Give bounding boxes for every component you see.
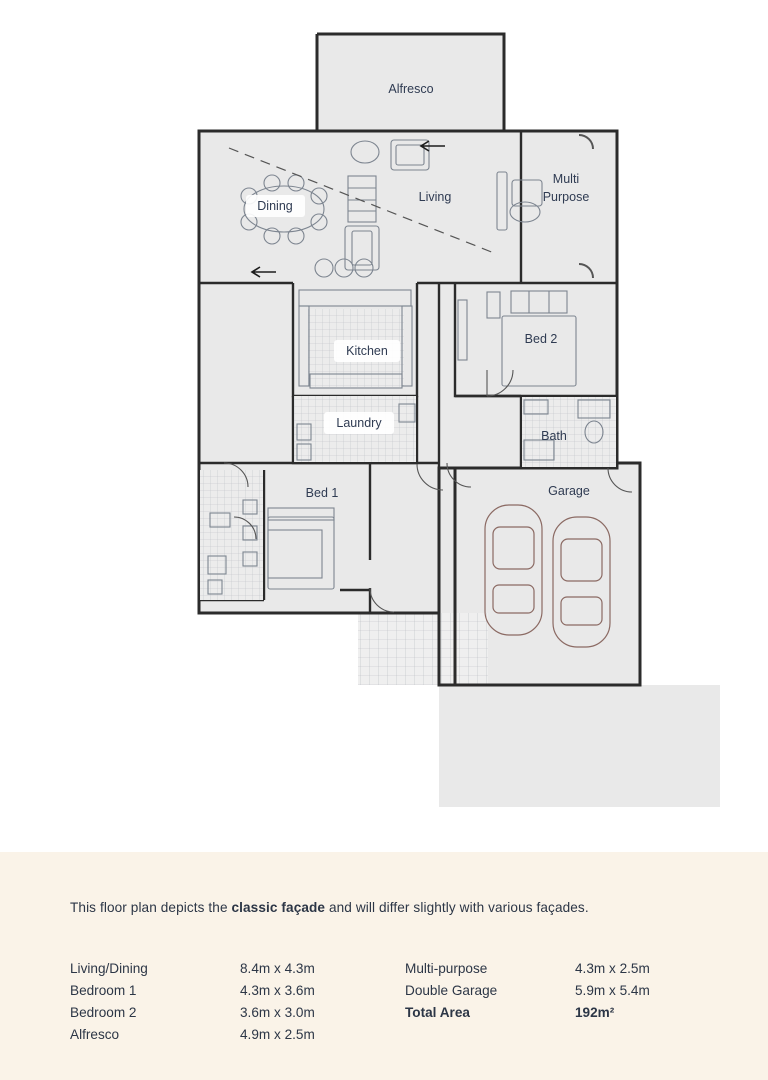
room-label-bed1: Bed 1 (305, 486, 339, 500)
spec-dim-bedroom-2: 3.6m x 3.0m (240, 1004, 315, 1020)
spec-name-bedroom-1: Bedroom 1 (70, 982, 137, 998)
spec-name-multi-purpose: Multi-purpose (405, 960, 488, 976)
spec-name-bedroom-2: Bedroom 2 (70, 1004, 137, 1020)
room-label-living: Living (418, 190, 452, 204)
spec-dim-double-garage: 5.9m x 5.4m (575, 982, 650, 998)
room-label-bed2: Bed 2 (524, 332, 558, 346)
room-label-multi-purpose-line1: Multi (552, 172, 580, 186)
room-label-alfresco: Alfresco (388, 82, 434, 96)
table-row (70, 1023, 710, 1045)
room-label-laundry: Laundry (336, 416, 382, 430)
facade-note-bold: classic façade (231, 900, 326, 915)
table-row (70, 957, 710, 979)
spec-dim-bedroom-1: 4.3m x 3.6m (240, 982, 315, 998)
facade-note-suffix: and will differ slightly with various façades. (325, 900, 589, 915)
room-label-garage: Garage (548, 484, 590, 498)
room-dimensions-table (70, 957, 710, 1045)
spec-dim-alfresco: 4.9m x 2.5m (240, 1026, 315, 1042)
spec-name-empty (405, 1023, 575, 1045)
spec-name-alfresco: Alfresco (70, 1026, 120, 1042)
facade-note (70, 900, 710, 915)
spec-dim-multi-purpose: 4.3m x 2.5m (575, 960, 650, 976)
plan-slabs (199, 34, 720, 807)
footer-panel (0, 852, 768, 1080)
room-label-dining: Dining (257, 199, 293, 213)
spec-name-total-area: Total Area (405, 1004, 470, 1020)
spec-dim-living-dining: 8.4m x 4.3m (240, 960, 315, 976)
room-label-multi-purpose-line2: Purpose (542, 190, 590, 204)
spec-name-living-dining: Living/Dining (70, 960, 148, 976)
facade-note-prefix: This floor plan depicts the (70, 900, 232, 915)
spec-dim-total-area: 192m² (575, 1004, 615, 1020)
spec-name-double-garage: Double Garage (405, 982, 498, 998)
spec-dim-empty (575, 1023, 710, 1045)
table-row (70, 979, 710, 1001)
room-label-kitchen: Kitchen (346, 344, 388, 358)
table-row (70, 1001, 710, 1023)
room-label-bath: Bath (541, 429, 567, 443)
